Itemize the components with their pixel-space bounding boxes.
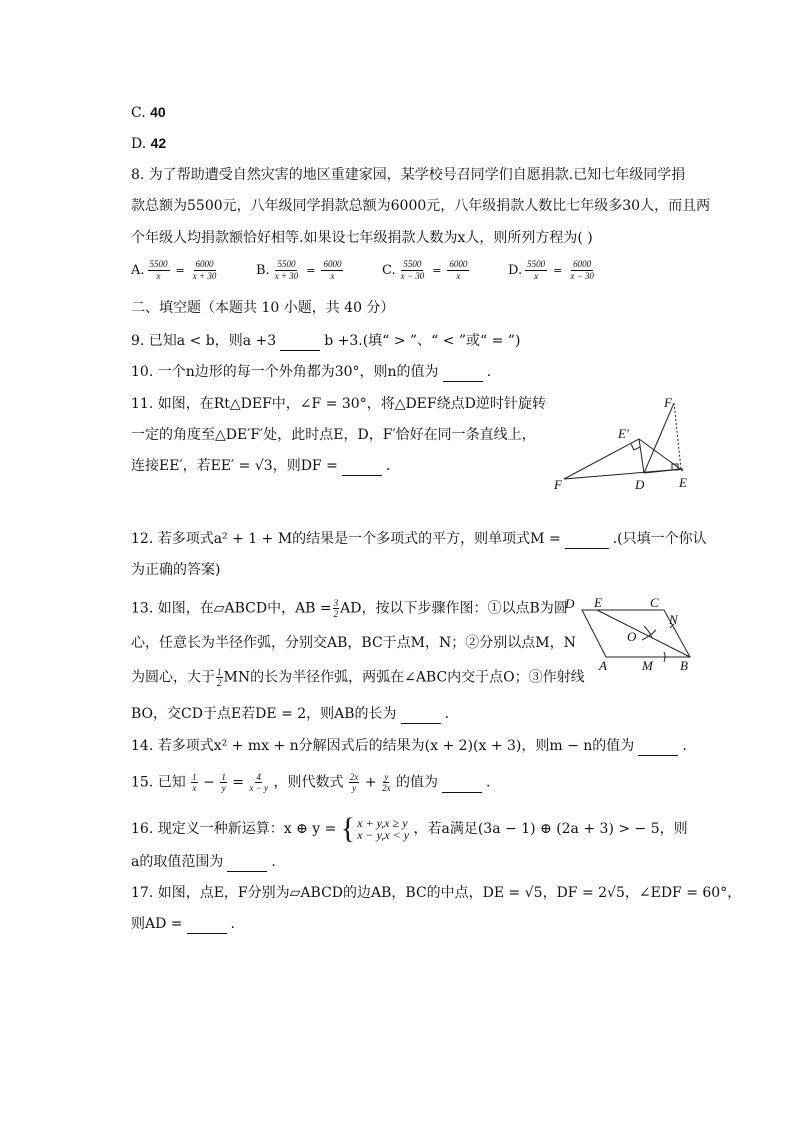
option-d: D. 42 (131, 135, 167, 152)
q12-line-2: 为正确的答案) (131, 562, 221, 578)
q8-line-3: 个年级人均捐款额恰好相等.如果设七年级捐款人数为x人，则所列方程为( ) (131, 230, 593, 246)
piecewise-brace: { x + y,x ≥ y x − y,x < y (340, 812, 410, 845)
answer-blank[interactable] (638, 741, 678, 756)
fraction: $\frac{6000}{x + 30}$ (192, 259, 217, 281)
q10: 10. 一个n边形的每一个外角都为30°，则n的值为 . (131, 364, 492, 380)
fraction: $\frac{1}{x}$ (192, 772, 197, 793)
figure-q13 (560, 590, 700, 680)
fraction: $\frac{5500}{x}$ (527, 259, 546, 281)
q13-line-2: 心，任意长为半径作弧，分别交AB，BC于点M，N；②分别以点M，N (131, 635, 576, 651)
fraction: $\frac{5500}{x}$ (149, 259, 168, 281)
q9: 9. 已知a < b，则a +3 b +3.(填“ > ”、“ < ”或“ = ”) (131, 333, 521, 349)
option-c: C. 40 (131, 104, 166, 121)
q16-line-2: a的取值范围为 . (131, 854, 276, 870)
q8-line-2: 款总额为5500元，八年级同学捐款总额为6000元，八年级捐款人数比七年级多30人，而且两 (131, 198, 711, 214)
q8-option-d: D. $\frac{5500}{x}$ = $\frac{6000}{x - 30}$ (508, 259, 594, 281)
q13-line-4: BO，交CD于点E若DE = 2，则AB的长为 . (131, 706, 450, 722)
fraction: $\frac{6000}{x}$ (449, 259, 468, 281)
fraction: $\frac{y}{2x}$ (382, 772, 391, 793)
label-e: E (594, 595, 602, 610)
segment-f-top-e-dashed (674, 403, 681, 469)
q12-line-1: 12. 若多项式a² + 1 + M的结果是一个多项式的平方，则单项式M = .(只填一个你认 (131, 531, 707, 547)
label-d: D (635, 477, 645, 492)
label-c: C (650, 595, 659, 610)
q16-line-1: 16. 现定义一种新运算：x ⊕ y = { x + y,x ≥ y x − y,x < y ，若a满足(3a − 1) ⊕ (2a + 3) > − 5，则 (131, 812, 688, 845)
fraction: $\frac{3}{2}$ (333, 598, 339, 619)
label-a: A (599, 658, 607, 673)
answer-blank[interactable] (401, 709, 441, 724)
answer-blank[interactable] (443, 367, 483, 382)
segment-d-f-top (644, 403, 674, 473)
q11-line-3: 连接EE′，若EE′ = √3，则DF = . (131, 458, 391, 474)
label-o: O (627, 629, 637, 644)
section-heading: 二、填空题（本题共 10 小题，共 40 分） (131, 300, 395, 316)
q13-line-3: 为圆心，大于 $\frac{1}{2}$ MN的长为半径作弧，两弧在∠ABC内交于点O；③作射线 (131, 667, 585, 688)
answer-blank[interactable] (280, 336, 320, 351)
segment-fe-prime (564, 439, 639, 479)
fraction: $\frac{1}{y}$ (221, 772, 226, 793)
label-m: M (642, 658, 653, 673)
answer-blank[interactable] (565, 534, 609, 549)
q8-option-c: C. $\frac{5500}{x - 30}$ = $\frac{6000}{x}$ (382, 259, 468, 281)
label-n: N (669, 612, 678, 627)
segment-e-prime-e (639, 439, 683, 471)
right-angle-mark (631, 444, 640, 450)
q11-line-1: 11. 如图，在Rt△DEF中，∠F = 30°，将△DEF绕点D逆时针旋转 (131, 396, 546, 412)
q8-line-1: 8. 为了帮助遭受自然灾害的地区重建家园，某学校号召同学们自愿捐款.已知七年级同学捐 (131, 167, 686, 183)
fraction: $\frac{2x}{y}$ (349, 772, 359, 793)
q11-line-2: 一定的角度至△DE′F′处，此时点E，D，F′恰好在同一条直线上， (131, 427, 536, 443)
q17-line-1: 17. 如图，点E，F分别为▱ABCD的边AB，BC的中点，DE = √5，DF = 2√5，∠EDF = 60°， (131, 885, 742, 901)
fraction: $\frac{1}{2}$ (217, 667, 222, 688)
label-e: E (679, 475, 687, 490)
figure-q11 (548, 393, 708, 493)
segment-e-prime-d (639, 439, 644, 473)
answer-blank[interactable] (342, 461, 382, 476)
label-b: B (680, 658, 688, 673)
label-e-prime: E′ (618, 426, 629, 441)
answer-blank[interactable] (187, 919, 227, 934)
q8-option-b: B. $\frac{5500}{x + 30}$ = $\frac{6000}{x}$ (256, 259, 342, 281)
label-d: D (565, 596, 575, 611)
fraction: $\frac{5500}{x + 30}$ (274, 259, 299, 281)
label-f: F (554, 477, 562, 492)
q8-option-a: A. $\frac{5500}{x}$ = $\frac{6000}{x + 30}$ (131, 259, 217, 281)
q17-line-2: 则AD = . (131, 916, 235, 932)
fraction: $\frac{6000}{x - 30}$ (570, 259, 594, 281)
fraction: $\frac{4}{x - y}$ (249, 772, 269, 793)
fraction: $\frac{6000}{x}$ (323, 259, 342, 281)
q14: 14. 若多项式x² + mx + n分解因式后的结果为(x + 2)(x + 3)，则m − n的值为 . (131, 738, 687, 754)
fraction: $\frac{5500}{x - 30}$ (400, 259, 425, 281)
answer-blank[interactable] (442, 778, 482, 793)
q13-line-1: 13. 如图，在▱ABCD中，AB = $\frac{3}{2}$ AD，按以下步骤作图：①以点B为圆 (131, 598, 568, 619)
q15: 15. 已知 $\frac{1}{x}$ − $\frac{1}{y}$ = $\frac{4}{x - y}$ ，则代数式 $\frac{2x}{y}$ + $\frac{y}{2x}$ 的值为 . (131, 772, 491, 793)
answer-blank[interactable] (227, 857, 267, 872)
label-f-top: F (664, 395, 672, 410)
